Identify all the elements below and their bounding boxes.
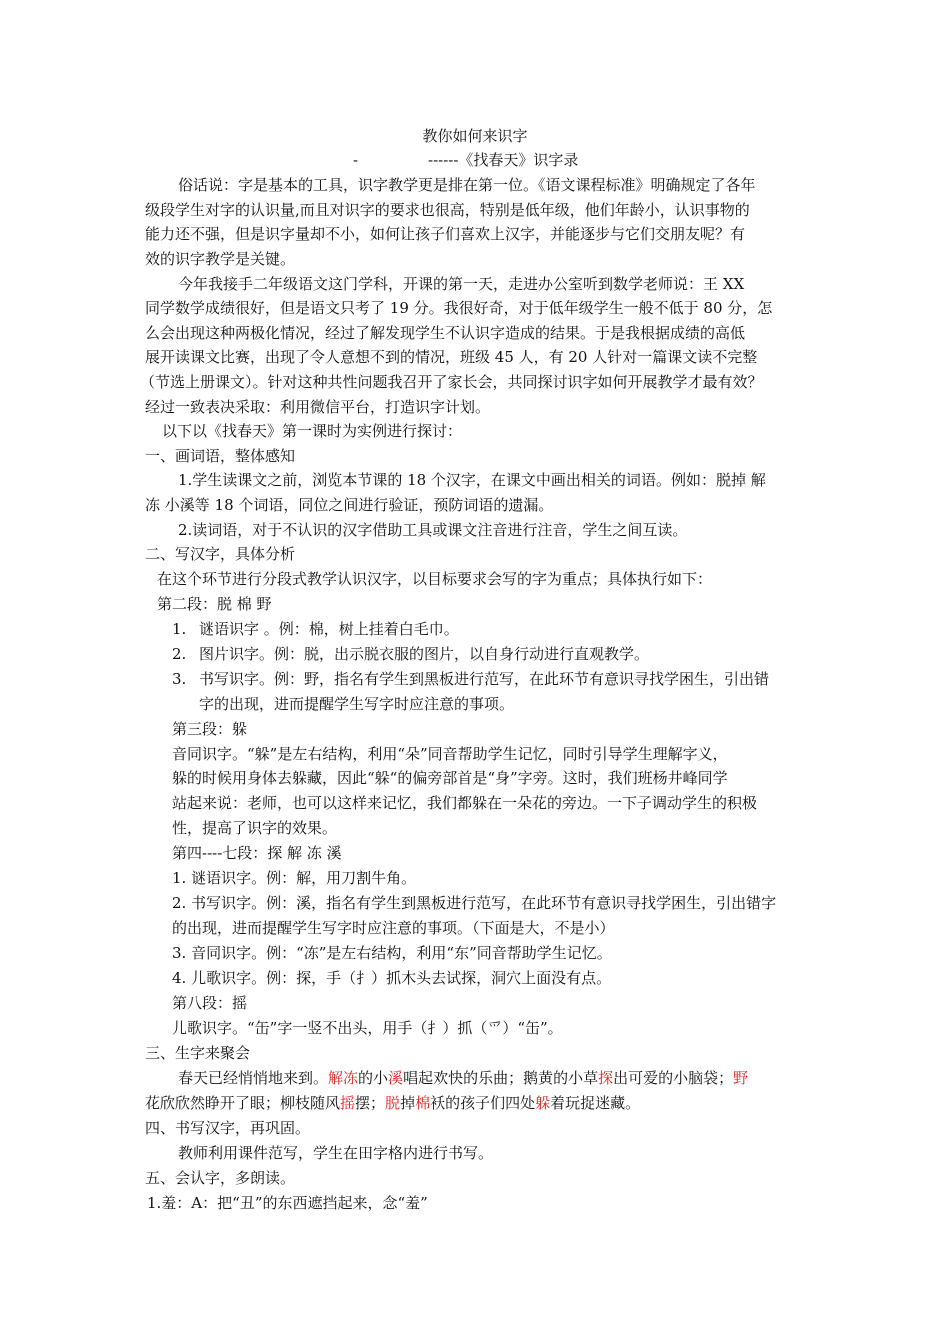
- s4-text: 教师利用课件范写，学生在田字格内进行书写。: [178, 1144, 494, 1162]
- seg4-7-item: 1. 谜语识字。例：解，用刀割牛角。: [172, 869, 417, 887]
- seg8-text: 儿歌识字。“缶”字一竖不出头，用手（扌）抓（爫）“缶”。: [172, 1019, 563, 1037]
- s3-highlight-word: 躲: [535, 1094, 551, 1112]
- s3-paragraph-line-2: [145, 1091, 640, 1116]
- intro-p2-line: 同学数学成绩很好，但是语文只考了 19 分。我很好奇，对于低年级学生一般不低于 80 分，怎: [145, 299, 773, 317]
- s3-text: 的小: [358, 1069, 389, 1087]
- seg3-text-line: 音同识字。“躲”是左右结构，利用“朵”同音帮助学生记忆，同时引导学生理解字义，: [172, 745, 728, 763]
- seg2-item-number: 3.: [172, 670, 187, 688]
- s3-text: 花欣欣然睁开了眼；柳枝随风: [145, 1094, 341, 1112]
- seg8-title: 第八段：摇: [172, 994, 248, 1012]
- document-subtitle: ------《找春天》识字录: [428, 151, 579, 169]
- seg4-7-item: 4. 儿歌识字。例：探，手（扌）抓木头去试探，洞穴上面没有点。: [172, 969, 612, 987]
- section-5-heading: 五、会认字，多朗读。: [145, 1169, 296, 1187]
- s3-text: 唱起欢快的乐曲；鹅黄的小草: [403, 1069, 599, 1087]
- s3-highlight-word: 野: [733, 1069, 749, 1087]
- s1-item-1-cont: 冻 小溪等 18 个词语，同位之间进行验证，预防词语的遗漏。: [145, 496, 554, 514]
- seg2-item-text: 图片识字。例：脱，出示脱衣服的图片，以自身行动进行直观教学。: [199, 645, 650, 663]
- s3-highlight-word: 溪: [388, 1069, 404, 1087]
- seg2-title: 第二段：脱 棉 野: [157, 595, 272, 613]
- intro-p3: 以下以《找春天》第一课时为实例进行探讨：: [162, 422, 463, 440]
- intro-p1-line: 效的识字教学是关键。: [145, 250, 296, 268]
- s3-highlight-word: 解冻: [328, 1069, 359, 1087]
- intro-p1-line: 级段学生对字的认识量,而且对识字的要求也很高，特别是低年级，他们年龄小，认识事物的: [145, 201, 750, 219]
- seg4-7-item: 2. 书写识字。例：溪，指名有学生到黑板进行范写，在此环节有意识寻找学困生，引出错字: [172, 894, 777, 912]
- document-title: 教你如何来识字: [422, 127, 528, 145]
- s3-text: 着玩捉迷藏。: [550, 1094, 641, 1112]
- seg3-text-line: 站起来说：老师，也可以这样来记忆，我们都躲在一朵花的旁边。一下子调动学生的积极: [172, 794, 758, 812]
- section-1-heading: 一、画词语，整体感知: [145, 447, 296, 465]
- seg2-item-number: 1.: [172, 620, 187, 638]
- s3-highlight-word: 脱: [385, 1094, 401, 1112]
- intro-p2-line: 展开读课文比赛，出现了令人意想不到的情况，班级 45 人，有 20 人针对一篇课文读不完整: [145, 348, 758, 366]
- seg3-text-line: 性，提高了识字的效果。: [172, 819, 338, 837]
- intro-p2-line: 么会出现这种两极化情况，经过了解发现学生不认识字造成的结果。于是我根据成绩的高低: [145, 324, 746, 342]
- seg3-title: 第三段：躲: [172, 720, 248, 738]
- s1-item-2: 2.读词语，对于不认识的汉字借助工具或课文注音进行注音，学生之间互读。: [178, 521, 688, 539]
- seg3-text-line: 躲的时候用身体去躲藏，因此“躲“的偏旁部首是“身”字旁。这时，我们班杨井峰同学: [172, 769, 728, 787]
- seg4-7-item: 3. 音同识字。例：“冻”是左右结构，利用“东”同音帮助学生记忆。: [172, 944, 612, 962]
- s3-paragraph-line-1: [178, 1066, 748, 1091]
- section-3-heading: 三、生字来聚会: [145, 1044, 251, 1062]
- s3-text: 春天已经悄悄地来到。: [178, 1069, 329, 1087]
- s5-item-1: 1.羞：A：把“丑”的东西遮挡起来，念“羞”: [147, 1194, 428, 1212]
- s3-highlight-word: 探: [598, 1069, 614, 1087]
- intro-p1-line: 能力还不强，但是识字量却不小，如何让孩子们喜欢上汉字，并能逐步与它们交朋友呢？有: [145, 225, 746, 243]
- seg2-item-text-cont: 字的出现，进而提醒学生写字时应注意的事项。: [199, 695, 515, 713]
- intro-p2-line: 今年我接手二年级语文这门学科，开课的第一天，走进办公室听到数学老师说：王 XX: [178, 275, 745, 293]
- s3-text: 出可爱的小脑袋；: [613, 1069, 734, 1087]
- section-4-heading: 四、书写汉字，再巩固。: [145, 1119, 311, 1137]
- s3-text: 袄的孩子们四处: [430, 1094, 536, 1112]
- s2-intro: 在这个环节进行分段式教学认识汉字，以目标要求会写的字为重点；具体执行如下：: [157, 570, 713, 588]
- intro-p1-line: 俗话说：字是基本的工具，识字教学更是排在第一位。《语文课程标准》明确规定了各年: [178, 176, 756, 194]
- s3-highlight-word: 棉: [415, 1094, 431, 1112]
- intro-p2-line: （节选上册课文）。针对这种共性问题我召开了家长会，共同探讨识字如何开展教学才最有效？: [140, 373, 763, 391]
- intro-p2-line: 经过一致表决采取：利用微信平台，打造识字计划。: [145, 398, 491, 416]
- s1-item-1: 1.学生读课文之前，浏览本节课的 18 个汉字，在课文中画出相关的词语。例如：脱掉 解: [178, 471, 766, 489]
- s3-highlight-word: 摇: [340, 1094, 356, 1112]
- seg2-item-number: 2.: [172, 645, 187, 663]
- subtitle-dash: -: [353, 151, 359, 169]
- seg2-item-text: 谜语识字 。例：棉，树上挂着白毛巾。: [199, 620, 459, 638]
- section-2-heading: 二、写汉字，具体分析: [145, 545, 296, 563]
- seg4-7-item-cont: 的出现，进而提醒学生写字时应注意的事项。（下面是大，不是小）: [172, 919, 615, 937]
- s3-text: 掉: [400, 1094, 416, 1112]
- seg4-7-title: 第四----七段：探 解 冻 溪: [172, 844, 342, 862]
- seg2-item-text: 书写识字。例：野，指名有学生到黑板进行范写，在此环节有意识寻找学困生，引出错: [199, 670, 770, 688]
- s3-text: 摆；: [355, 1094, 386, 1112]
